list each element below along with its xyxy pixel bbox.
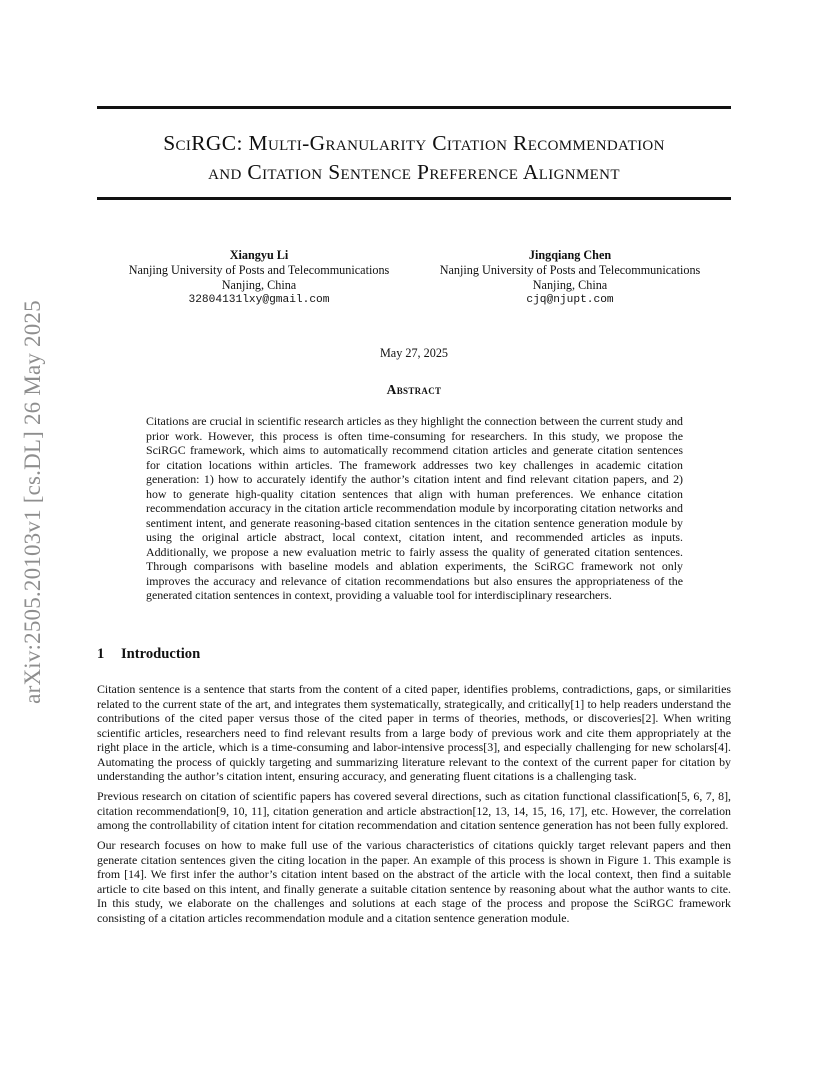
author-affiliation: Nanjing University of Posts and Telecommunications [439,263,701,277]
author-affiliation: Nanjing University of Posts and Telecommunications [128,263,390,277]
author-name: Xiangyu Li [229,248,289,262]
abstract-text: Citations are crucial in scientific research articles as they highlight the connection between the current study and prior work. However, this process is often time-consuming for researchers. In this study, we propose the SciRGC framework, which aims to automatically recommend citation articles and generate citation sentences for citation locations within articles. The framework addresses two key challenges in academic citation generation: 1) how to accurately identify the author’s citation intent and find relevant citation papers, and 2) how to generate high-quality citation sentences that align with human preferences. We enhance citation recommendation accuracy in the citation article recommendation module by incorporating citation networks and sentiment intent, and generate reasoning-based citation sentences in the citation sentence generation module by using the original article abstract, local context, citation intent, and recommended articles as inputs. Additionally, we propose a new evaluation metric to fairly assess the quality of generated citation sentences. Through comparisons with baseline models and ablation experiments, the SciRGC framework not only improves the accuracy and relevance of citation recommendations but also ensures the appropriateness of the generated citation sentences in context, providing a valuable tool for interdisciplinary researchers. [146,414,683,602]
publication-date: May 27, 2025 [379,346,449,360]
author-location: Nanjing, China [532,278,608,292]
title-line-2: and Citation Sentence Preference Alignment [208,160,620,184]
arxiv-sidebar-stamp [22,302,44,702]
body-paragraph: Previous research on citation of scientific papers has covered several directions, such as citation functional classification[5, 6, 7, 8], citation recommendation[9, 10, 11], citation generation and article abstraction[12, 13, 14, 15, 16, 17], etc. However, the correlation among the controllability of citation intent for citation recommendation and citation sentence generation has not been fully explored. [97,789,731,832]
title-top-rule [97,106,731,109]
body-paragraph: Our research focuses on how to make full use of the various characteristics of citations quickly target relevant papers and then generate citation sentences given the citing location in the paper. An example of this process is shown in Figure 1. This example is from [14]. We first infer the author’s citation intent based on the abstract of the article with the local context, then find a suitable article to cite based on this intent, and finally generate a suitable citation sentence by reasoning about what the author wants to cite. In this study, we elaborate on the challenges and solutions at each stage of the process and propose the SciRGC framework consisting of a citation articles recommendation module and a citation sentence generation module. [97,838,731,925]
body-paragraph: Citation sentence is a sentence that starts from the content of a cited paper, identifies problems, contradictions, gaps, or similarities related to the current state of the art, and integrates them systematically, strategically, and critically[1] to help readers understand the contributions of the cited paper versus those of the cited paper in terms of theories, methods, or discoveries[2]. When writing scientific articles, researchers need to find relevant results from a large body of previous work and cite them appropriately at the right place in the article, which is a time-consuming and labor-intensive process[3], and especially challenging for new scholars[4]. Automating the process of quickly targeting and summarizing literature relevant to the context of the current paper for citation by understanding the author’s citation intent, ensuring accuracy, and generating fluent citations is a challenging task. [97,682,731,783]
author-email[interactable]: cjq@njupt.com [526,294,614,306]
author-block-2 [413,248,727,308]
section-title: Introduction [121,646,201,662]
section-number: 1 [97,646,105,662]
paper-title [97,129,731,187]
title-line-1: SciRGC: Multi-Granularity Citation Recommendation [163,131,665,155]
introduction-body [97,682,731,931]
section-heading-introduction [97,646,200,663]
author-location: Nanjing, China [221,278,297,292]
author-name: Jingqiang Chen [528,248,612,262]
arxiv-identifier: arXiv:2505.20103v1 [cs.DL] 26 May 2025 [20,300,45,704]
abstract-heading: Abstract [386,382,442,397]
title-bottom-rule [97,197,731,200]
author-block-1 [103,248,415,308]
author-email[interactable]: 32804131lxy@gmail.com [188,294,330,306]
